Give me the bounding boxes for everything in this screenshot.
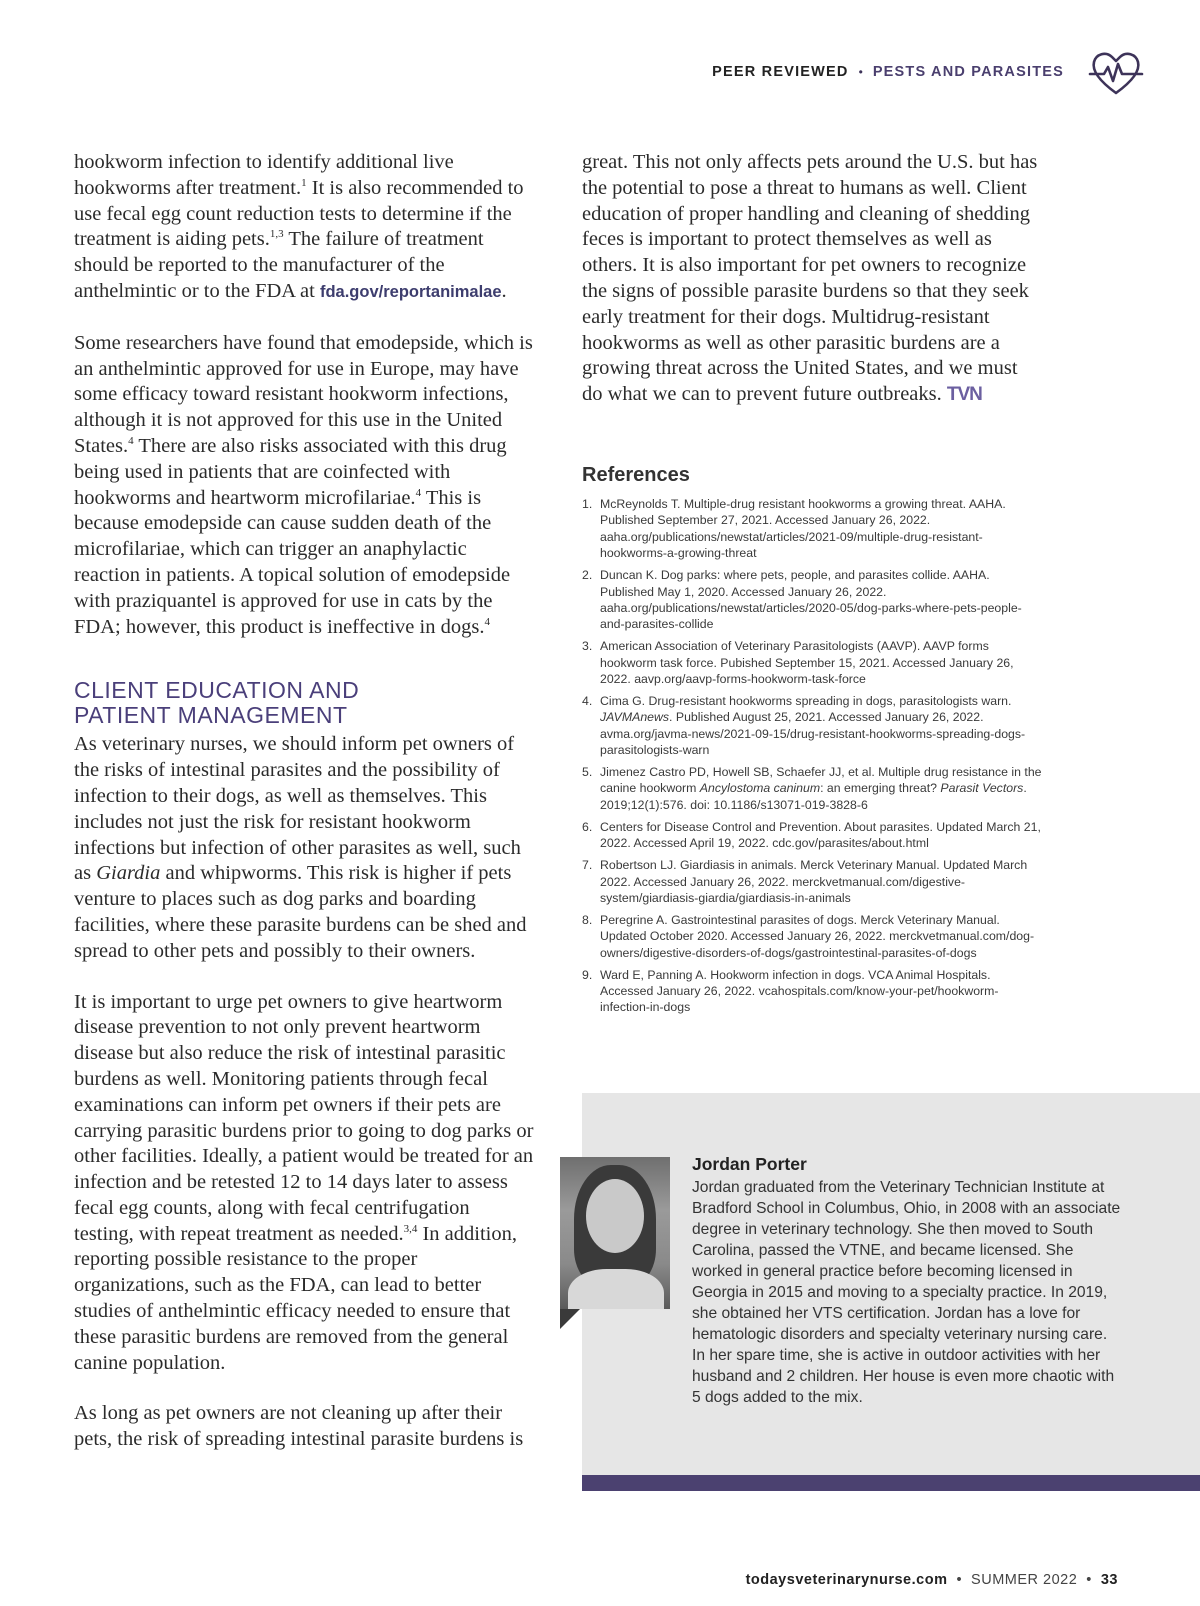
header-label: PEER REVIEWED — [712, 64, 849, 80]
paragraph-inform-owners: As veterinary nurses, we should inform pet owners of the risks of intestinal parasites and the possibility of infection to their dogs, as well as themselves. This includes not just the risk for resistant hookworm infections but infection of other parasites as well, such as Giardia and whipworms. This risk is higher if pets venture to places such as dog parks and boarding facilities, where these parasite burdens can be shed and spread to other pets and possibly to their owners. — [74, 733, 527, 962]
author-bio: Jordan graduated from the Veterinary Technician Institute at Bradford School in Columbus, Ohio, in 2008 with an associate degree in veterinary technology. She then moved to South Carolina, passed the VTNE, and became licensed. She worked in general practice before becoming licensed in Georgia in 2015 and moving to a specialty practice. In 2019, she obtained her VTS certification. Jordan has a love for hematologic disorders and specialty veterinary nursing care. In her spare time, she is active in outdoor activities with her husband and 2 children. Her house is even more chaotic with 5 dogs added to the mix. — [692, 1179, 1121, 1406]
page-footer — [746, 1572, 1118, 1588]
footer-site[interactable]: todaysveterinarynurse.com — [745, 1572, 948, 1588]
reference-item: 5. Jimenez Castro PD, Howell SB, Schaefer JJ, et al. Multiple drug resistance in the canine hookworm Ancylostoma caninum: an emerging threat? Parasit Vectors. 2019;12(1):576. doi: 10.1186/s13071-019-3828-6 — [582, 765, 1042, 812]
reference-item: 4. Cima G. Drug-resistant hookworms spreading in dogs, parasitologists warn. JAVMAnews. Published August 25, 2021. Accessed January 26, 2022. avma.org/javma-news/2021-09-15/drug-resistant-hookworms-spreading-dogs-parasitologists-warn — [582, 693, 1026, 758]
paragraph-heartworm-prevention: It is important to urge pet owners to give heartworm disease prevention to not only prevent heartworm disease but also reduce the risk of intestinal parasitic burdens as well. Monitoring patients through fecal examinations can inform pet owners if their pets are carrying parasitic burdens prior to going to dog parks or other facilities. Ideally, a patient would be treated for an infection and be retested 12 to 14 days later to assess fecal egg counts, along with fecal centrifugation testing, with repeat treatment as needed.$^{3,4}$ In addition, reporting possible resistance to the proper organizations, such as the FDA, can lead to better studies of anthelmintic efficacy needed to ensure that these parasitic burdens are removed from the general canine population. — [74, 990, 534, 1374]
references-title: References — [582, 463, 690, 486]
paragraph-conclusion: great. This not only affects pets around the U.S. but has the potential to pose a threat to humans as well. Client education of proper handling and cleaning of shedding feces is important to protect themselves as well as others. It is also important for pet owners to recognize the signs of possible parasite burdens so that they seek early treatment for their dogs. Multidrug-resistant hookworms as well as other parasitic burdens are a growing threat across the United States, and we must do what we can to prevent future outbreaks. TVN — [582, 151, 1038, 406]
paragraph-emodepside: Some researchers have found that emodepside, which is an anthelmintic approved for use in Europe, may have some efficacy toward resistant hookworm infections, although it is not approved for this use in the United States.$^4$ There are also risks associated with this drug being used in patients that are coinfected with hookworms and heartworm microfilariae.$^4$ This is because emodepside can cause sudden death of the microfilariae, which can trigger an anaphylactic reaction in patients. A topical solution of emodepside with praziquantel is approved for use in cats by the FDA; however, this product is ineffective in dogs.$^4$ — [74, 331, 533, 638]
left-column — [74, 150, 534, 1478]
author-box-accent-bar — [582, 1475, 1200, 1491]
paragraph-cleaning-continued: As long as pet owners are not cleaning up after their pets, the risk of spreading intestinal parasite burdens is — [74, 1402, 524, 1451]
reference-item: 9. Ward E, Panning A. Hookworm infection in dogs. VCA Animal Hospitals. Accessed January 26, 2022. vcahospitals.com/know-your-pet/hookworm-infection-in-dogs — [582, 967, 999, 1015]
paragraph-treatment-followup: hookworm infection to identify additional live hookworms after treatment.$^1$ It is also recommended to use fecal egg count reduction tests to determine if the treatment is aiding pets.$^{1,3}$ The failure of treatment should be reported to the manufacturer of the anthelmintic or to the FDA at fda.gov/reportanimalae. — [74, 151, 524, 302]
header-separator: • — [858, 65, 863, 79]
right-column — [582, 150, 1042, 1021]
fda-report-link[interactable]: fda.gov/reportanimalae — [319, 282, 502, 301]
author-name: Jordan Porter — [692, 1154, 807, 1174]
header-section: PESTS AND PARASITES — [872, 64, 1064, 80]
footer-separator: • — [956, 1572, 963, 1588]
references-list — [582, 496, 1042, 1016]
heart-pulse-icon — [1088, 48, 1144, 98]
reference-item: 1. McReynolds T. Multiple-drug resistant hookworms a growing threat. AAHA. Published September 27, 2021. Accessed January 26, 2022. aaha.org/publications/newstat/articles/2021-09/multiple-drug-resistant-hookworms-a-growing-threat — [582, 496, 1006, 561]
reference-item: 3. American Association of Veterinary Parasitologists (AAVP). AAVP forms hookworm task force. Pubished September 15, 2021. Accessed January 26, 2022. aavp.org/aavp-forms-hookworm-task-force — [582, 639, 1014, 687]
tvn-end-logo: TVN — [946, 384, 982, 406]
author-text — [692, 1154, 1122, 1408]
section-heading-client-education: CLIENT EDUCATION AND PATIENT MANAGEMENT — [74, 677, 360, 729]
reference-item: 7. Robertson LJ. Giardiasis in animals. Merck Veterinary Manual. Updated March 2022. Accessed January 26, 2022. merckvetmanual.com/digestive-system/giardiasis-giardia/giardiasis-in-animals — [582, 858, 1028, 905]
reference-item: 6. Centers for Disease Control and Prevention. About parasites. Updated March 21, 2022. Accessed April 19, 2022. cdc.gov/parasites/about.html — [582, 819, 1041, 851]
footer-separator: • — [1086, 1572, 1092, 1588]
reference-item: 2. Duncan K. Dog parks: where pets, people, and parasites collide. AAHA. Published May 1, 2020. Accessed January 26, 2022. aaha.org/publications/newstat/articles/2020-05/dog-parks-where-pets-people-and-parasites-collide — [582, 568, 1022, 632]
reference-item: 8. Peregrine A. Gastrointestinal parasites of dogs. Merck Veterinary Manual. Updated October 2020. Accessed January 26, 2022. merckvetmanual.com/dog-owners/digestive-disorders-of-dogs/gastrointestinal-parasites-of-dogs — [582, 912, 1035, 960]
author-photo-corner — [560, 1309, 580, 1329]
footer-issue: SUMMER 2022 — [971, 1572, 1078, 1588]
author-photo — [560, 1157, 670, 1309]
page-number: 33 — [1100, 1572, 1118, 1588]
running-header — [712, 64, 1130, 80]
